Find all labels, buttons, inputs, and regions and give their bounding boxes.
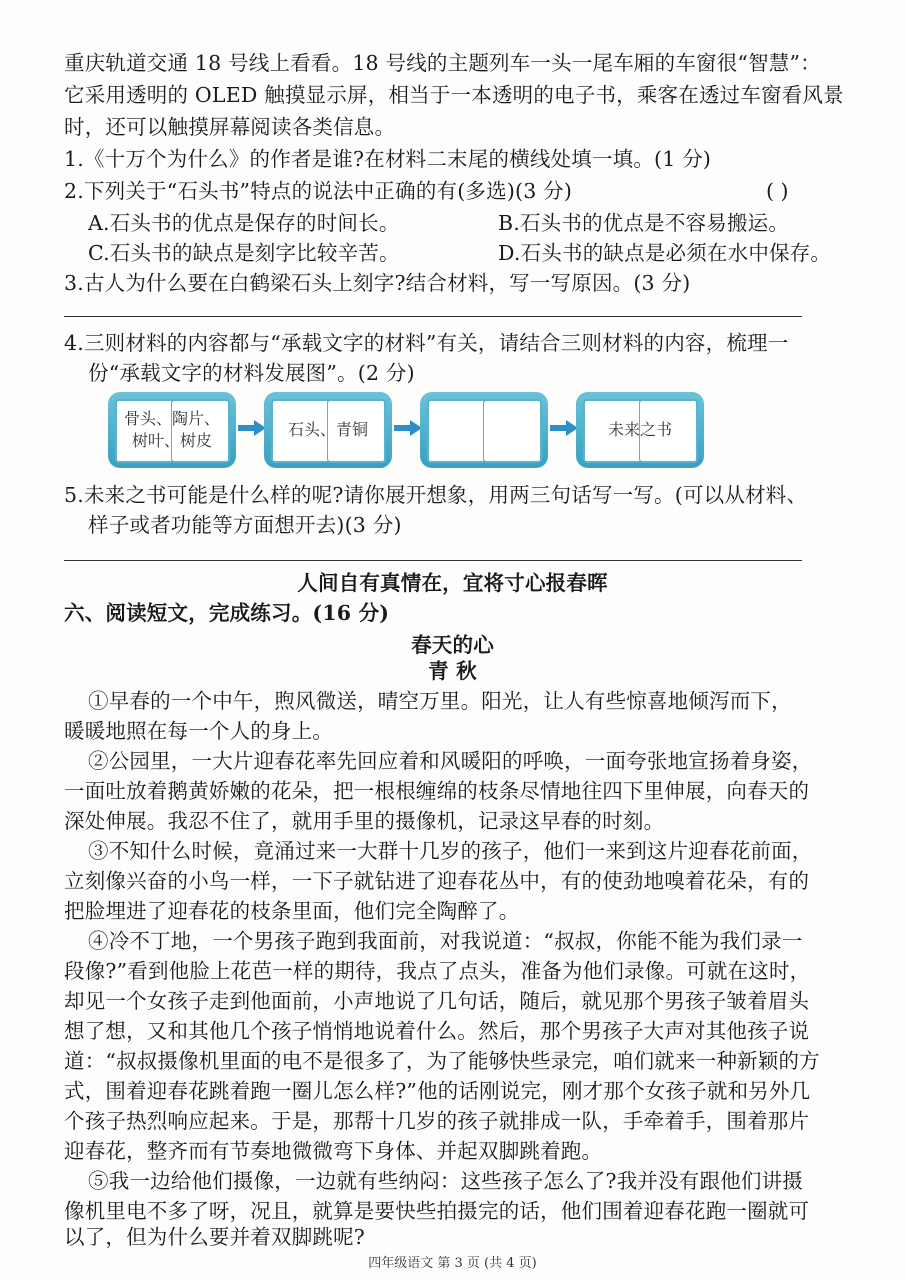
book-stage-4-label: 未来之书 xyxy=(607,420,672,439)
story-line: ④冷不丁地，一个男孩子跑到我面前，对我说道：“叔叔，你能不能为我们录一 xyxy=(88,929,803,953)
material-line-1: 重庆轨道交通 18 号线上看看。18 号线的主题列车一头一尾车厢的车窗很“智慧”： xyxy=(64,51,821,75)
story-line: 深处伸展。我忍不住了，就用手里的摄像机，记录这早春的时刻。 xyxy=(64,809,665,833)
option-c: C.石头书的缺点是刻字比较辛苦。 xyxy=(88,241,400,265)
story-title: 春天的心 xyxy=(411,633,494,657)
story-line: 一面吐放着鹅黄娇嫩的花朵，把一根根缠绵的枝条尽情地往四下里伸展，向春天的 xyxy=(64,779,810,803)
arrow-right-icon xyxy=(238,420,266,436)
arrow-right-icon xyxy=(550,420,578,436)
question-4-line-1: 4.三则材料的内容都与“承载文字的材料”有关，请结合三则材料的内容，梳理一 xyxy=(64,331,789,355)
material-line-2: 它采用透明的 OLED 触摸显示屏，相当于一本透明的电子书，乘客在透过车窗看风景 xyxy=(64,83,844,107)
story-line: ②公园里，一大片迎春花率先回应着和风暖阳的呼唤，一面夸张地宣扬着身姿， xyxy=(88,749,813,773)
story-line: 把脸埋进了迎春花的枝条里面，他们完全陶醉了。 xyxy=(64,899,520,923)
story-line: ①早春的一个中午，煦风微送，晴空万里。阳光，让人有些惊喜地倾泻而下， xyxy=(88,689,792,713)
material-line-3: 时，还可以触摸屏幕阅读各类信息。 xyxy=(64,115,396,139)
answer-parentheses[interactable]: ( ) xyxy=(766,179,789,203)
book-stage-4 xyxy=(576,392,704,468)
story-line: 像机里电不多了呀，况且，就算是要快些拍摄完的话，他们围着迎春花跑一圈就可 xyxy=(64,1199,810,1223)
story-line: 迎春花，整齐而有节奏地微微弯下身体、并起双脚跳着跑。 xyxy=(64,1139,603,1163)
book-stage-1-line-2: 树叶、树皮 xyxy=(131,431,212,450)
story-line: 立刻像兴奋的小鸟一样，一下子就钻进了迎春花丛中，有的使劲地嗅着花朵，有的 xyxy=(64,869,810,893)
book-stage-1-line-1: 骨头、陶片、 xyxy=(123,409,220,428)
arrow-right-icon xyxy=(394,420,422,436)
question-5-line-1: 5.未来之书可能是什么样的呢?请你展开想象，用两三句话写一写。(可以从材料、 xyxy=(64,483,808,507)
option-a: A.石头书的优点是保存的时间长。 xyxy=(88,211,400,235)
section-six-title: 六、阅读短文，完成练习。(16 分) xyxy=(64,601,390,625)
answer-line-3[interactable] xyxy=(64,316,802,317)
story-author: 青 秋 xyxy=(428,659,477,683)
story-line: 段像?”看到他脸上花芭一样的期待，我点了点头，准备为他们录像。可就在这时， xyxy=(64,959,811,983)
story-line: 个孩子热烈响应起来。于是，那帮十几岁的孩子就排成一队，手牵着手，围着那片 xyxy=(64,1109,810,1133)
book-stage-2 xyxy=(264,392,392,468)
question-2: 2.下列关于“石头书”特点的说法中正确的有(多选)(3 分) xyxy=(64,179,573,203)
story-line: 想了想，又和其他几个孩子悄悄地说着什么。然后，那个男孩子大声对其他孩子说 xyxy=(64,1019,810,1043)
option-d: D.石头书的缺点是必须在水中保存。 xyxy=(498,241,832,265)
question-4-line-2: 份“承载文字的材料发展图”。(2 分) xyxy=(88,361,415,385)
book-stage-1 xyxy=(108,392,236,468)
page-footer: 四年级语文 第 3 页 (共 4 页) xyxy=(368,1256,537,1271)
story-line: ③不知什么时候，竟涌过来一大群十几岁的孩子，他们一来到这片迎春花前面， xyxy=(88,839,813,863)
story-line: 以了，但为什么要并着双脚跳呢? xyxy=(64,1225,365,1249)
book-stage-2-label: 石头、青铜 xyxy=(287,420,368,439)
story-line: ⑤我一边给他们摄像，一边就有些纳闷：这些孩子怎么了?我并没有跟他们讲摄 xyxy=(88,1169,803,1193)
story-line: 暖暖地照在每一个人的身上。 xyxy=(64,719,334,743)
question-1: 1.《十万个为什么》的作者是谁?在材料二末尾的横线处填一填。(1 分) xyxy=(64,147,712,171)
answer-line-5[interactable] xyxy=(64,560,802,561)
question-5-line-2: 样子或者功能等方面想开去)(3 分) xyxy=(88,513,402,537)
question-3: 3.古人为什么要在白鹤梁石头上刻字?结合材料，写一写原因。(3 分) xyxy=(64,271,691,295)
story-line: 式，围着迎春花跳着跑一圈儿怎么样?”他的话刚说完，刚才那个女孩子就和另外几 xyxy=(64,1079,811,1103)
section-heading: 人间自有真情在，宜将寸心报春晖 xyxy=(297,571,608,595)
story-line: 道：“叔叔摄像机里面的电不是很多了，为了能够快些录完，咱们就来一种新颖的方 xyxy=(64,1049,820,1073)
story-line: 却见一个女孩子走到他面前，小声地说了几句话，随后，就见那个男孩子皱着眉头 xyxy=(64,989,810,1013)
option-b: B.石头书的优点是不容易搬运。 xyxy=(498,211,790,235)
book-stage-3-blank[interactable] xyxy=(420,392,548,468)
